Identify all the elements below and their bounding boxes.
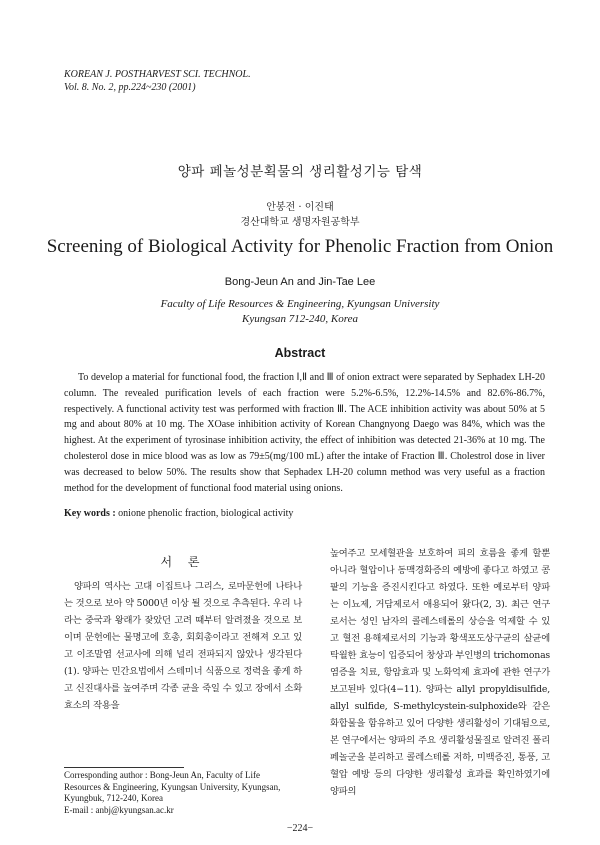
journal-name: KOREAN J. POSTHARVEST SCI. TECHNOL. [64, 69, 251, 80]
korean-affiliation: 경산대학교 생명자원공학부 [240, 217, 360, 228]
english-authors: Bong-Jeun An and Jin-Tae Lee [224, 276, 376, 288]
section-title-introduction: 서 론 [160, 555, 206, 569]
corresponding-author-footnote [64, 770, 302, 816]
journal-volume: Vol. 8. No. 2, pp.224~230 (2001) [64, 82, 196, 93]
footnote-line-1: Corresponding author : Bong-Jeun An, Faculty of Life [64, 770, 260, 780]
korean-title: 양파 페놀성분획물의 생리활성기능 탐색 [177, 164, 423, 180]
footnote-line-3: Kyungbuk, 712-240, Korea [64, 793, 163, 803]
page-number: −224− [286, 823, 314, 834]
affiliation-line-2: Kyungsan 712-240, Korea [241, 313, 358, 325]
english-title: Screening of Biological Activity for Phenolic Fraction from Onion [46, 236, 554, 257]
english-affiliation [0, 297, 600, 327]
abstract-heading: Abstract [274, 346, 326, 360]
intro-right-column: 높여주고 모세혈관을 보호하여 피의 흐름을 좋게 할뿐 아니라 혈압이나 동맥경화증의 예방에 좋다고 하였고 콩팥의 기능을 증진시킨다고 하였다. 또한 예로부터 양파는 이뇨제, 거담제로서 애용되어 왔다(2, 3). 최근 연구로서는 성인 남자의 콜레스테롤의 상승을 억제할 수 있고 혈전 용해제로서의 기능과 황색포도상구균의 살균에 탁월한 효능이 입증되어 창상과 부인병의 trichomonas 염증을 치료, 항암효과 및 노화억제 효과에 관한 연구가 보고된바 있다(4−11). 양파는 allyl propyldisulfide, allyl sulfide, S-methylcystein-sulphoxide와 같은 화합물을 함유하고 있어 다양한 생리활성이 기대됨으로, 본 연구에서는 양파의 주요 생리활성물질로 알려진 폴리페놀군을 분리하고 콜레스테롤 저하, 미백증진, 통풍, 고혈압 예방 등의 다양한 생리활성 효과를 확인하였기에 양파의 [330, 548, 550, 797]
affiliation-line-1: Faculty of Life Resources & Engineering, Kyungsan University [160, 298, 440, 310]
keywords-label: Key words : [64, 508, 116, 519]
footnote-line-2: Resources & Engineering, Kyungsan University, Kyungsan, [64, 781, 281, 792]
footnote-divider [64, 767, 184, 768]
footnote-line-4: E-mail : anbj@kyungsan.ac.kr [64, 804, 174, 815]
keywords [64, 508, 293, 519]
korean-authors: 안봉전 · 이진태 [266, 202, 334, 213]
intro-left-column: 양파의 역사는 고대 이집트나 그리스, 로마문헌에 나타나는 것으로 보아 약 5000년 이상 될 것으로 추측된다. 우리 나라는 중국과 왕래가 잦았던 고려 때부터 알려졌을 것으로 보이며 문헌에는 물명고에 호총, 회회총이라고 전해져 오고 있고 이조말엽 선교사에 의해 널리 전파되지 않았나 생각된다(1). 양파는 민간요법에서 스테미너 식품으로 정력을 좋게 하고 신진대사를 높여주며 각종 균을 죽일 수 있고 장에서 소화효소의 작용을 [64, 581, 302, 711]
journal-header [64, 68, 251, 94]
keywords-text: onione phenolic fraction, biological activity [118, 508, 294, 519]
abstract-body: To develop a material for functional food, the fraction Ⅰ,Ⅱ and Ⅲ of onion extract were separated by Sephadex LH-20 column. The revealed purification levels of each fraction were 5.2%-6.5%, 12.2%-14.5% and 82.6%-86.7%, respectively. A functional activity test was performed with fraction Ⅲ. The ACE inhibition activity was about 50% at 5 mg and about 80% at 10 mg. The XOase inhibition activity of Korean Changnyong Daego was 84%, which was the highest. At the experiment of tyrosinase inhibition activity, the effect of inhibition was detected 21-36% at 10 mg. The cholesterol dose in mice blood was as low as 79±5(mg/100 mL) after the intake of Fraction Ⅲ. Cholestrol dose in liver was decreased to below 50%. The results show that Sephadex LH-20 column method was very useful as a fraction method for the development of functional food material using onions. [64, 372, 545, 494]
